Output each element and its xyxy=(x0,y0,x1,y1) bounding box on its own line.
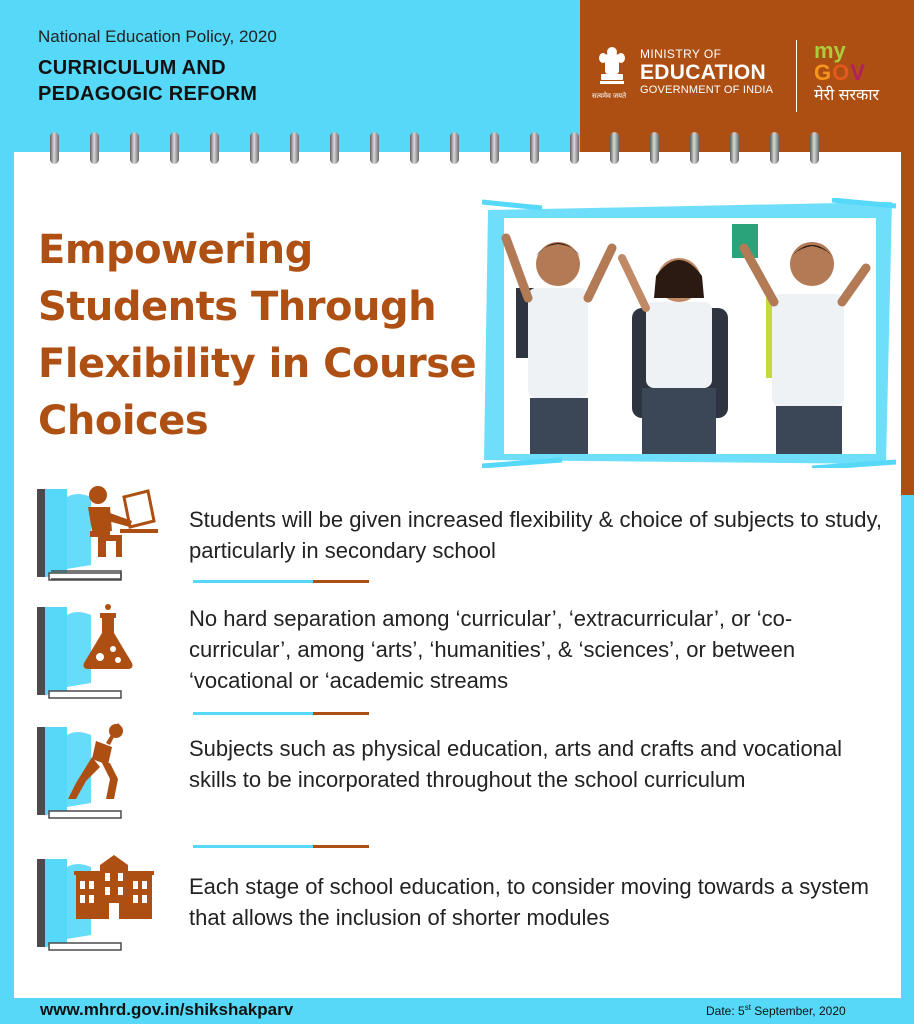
binding-ring xyxy=(130,132,139,164)
mygov-logo xyxy=(814,40,879,106)
headline-line-2: Students Through xyxy=(38,284,437,330)
binding-ring xyxy=(610,132,619,164)
binding-ring xyxy=(530,132,539,164)
item-text: No hard separation among ‘curricular’, ‘extracurricular’, or ‘co-curricular’, among ‘arts’, ‘humanities’, & ‘sciences’, or between ‘vocational or ‘academic streams xyxy=(189,606,796,693)
binding-ring xyxy=(370,132,379,164)
student-at-desk-icon xyxy=(76,485,158,557)
title-line-1: CURRICULUM AND xyxy=(38,57,226,79)
binding-ring xyxy=(330,132,339,164)
headline-line-3: Flexibility in Course xyxy=(38,341,477,387)
mygov-gov xyxy=(814,62,879,84)
item-separator xyxy=(193,712,369,715)
mygov-tagline: मेरी सरकार xyxy=(814,87,880,104)
binding-ring xyxy=(770,132,779,164)
binding-ring xyxy=(690,132,699,164)
binding-ring xyxy=(50,132,59,164)
item-text: Students will be given increased flexibility & choice of subjects to study, particularly in secondary school xyxy=(189,507,882,563)
ministry-line-2: EDUCATION xyxy=(640,61,766,84)
binding-ring xyxy=(450,132,459,164)
students-photo xyxy=(482,198,896,468)
item-text: Subjects such as physical education, arts and crafts and vocational skills to be incorporated throughout the school curriculum xyxy=(189,736,843,792)
school-building-icon xyxy=(74,855,154,919)
binding-ring xyxy=(410,132,419,164)
binding-ring xyxy=(250,132,259,164)
binding-ring xyxy=(290,132,299,164)
item-separator xyxy=(193,845,369,848)
headline-line-1: Empowering xyxy=(38,227,313,273)
binding-ring xyxy=(210,132,219,164)
page-title xyxy=(38,55,257,107)
binding-ring xyxy=(90,132,99,164)
headline xyxy=(38,222,478,450)
website-url[interactable]: www.mhrd.gov.in/shikshakparv xyxy=(40,1000,294,1019)
policy-subtitle: National Education Policy, 2020 xyxy=(38,27,277,46)
ministry-line-3: GOVERNMENT OF INDIA xyxy=(640,84,774,96)
binding-ring xyxy=(170,132,179,164)
headline-line-4: Choices xyxy=(38,398,209,444)
science-flask-icon xyxy=(80,603,136,671)
item-text: Each stage of school education, to consider moving towards a system that allows the inclusion of shorter modules xyxy=(189,874,869,930)
date-prefix: Date: 5 xyxy=(706,1004,745,1018)
logo-divider xyxy=(796,40,797,112)
date-ordinal: st xyxy=(744,1003,751,1012)
mygov-g: G xyxy=(814,60,833,85)
publish-date xyxy=(706,1003,846,1018)
mygov-v: V xyxy=(850,60,866,85)
exercise-person-icon xyxy=(66,723,128,799)
binding-ring xyxy=(730,132,739,164)
mygov-o: O xyxy=(832,60,851,85)
ministry-logo-text xyxy=(640,48,773,96)
mygov-my: my xyxy=(814,38,846,63)
binding-ring xyxy=(810,132,819,164)
ministry-line-1: MINISTRY OF xyxy=(640,47,722,61)
binding-ring xyxy=(650,132,659,164)
item-separator xyxy=(193,580,369,583)
title-line-2: PEDAGOGIC REFORM xyxy=(38,83,258,105)
spiral-binding xyxy=(50,132,840,168)
binding-ring xyxy=(490,132,499,164)
emblem-caption: सत्यमेव जयते xyxy=(592,93,627,100)
date-suffix: September, 2020 xyxy=(750,1004,846,1018)
binding-ring xyxy=(570,132,579,164)
